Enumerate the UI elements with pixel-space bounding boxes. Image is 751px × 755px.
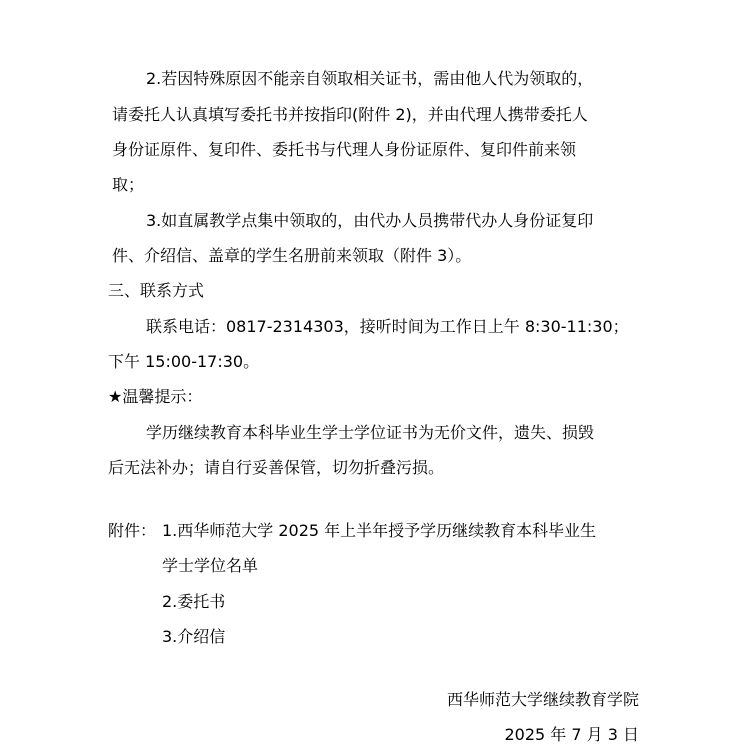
attachment-item1-line1: 1.西华师范大学 2025 年上半年授予学历继续教育本科毕业生 <box>162 521 597 540</box>
section-heading-contact: 三、联系方式 <box>108 281 205 300</box>
signature-org: 西华师范大学继续教育学院 <box>446 690 639 709</box>
tip-line1: 学历继续教育本科毕业生学士学位证书为无价文件，遗失、损毁 <box>146 423 595 442</box>
attachment-item3: 3.介绍信 <box>162 627 226 646</box>
contact-phone-line: 联系电话：0817-2314303，接听时间为工作日上午 8:30-11:30； <box>146 317 629 336</box>
attachment-item1-line2: 学士学位名单 <box>162 556 259 575</box>
item2-line1: 2.若因特殊原因不能亲自领取相关证书，需由他人代为领取的， <box>146 69 594 88</box>
item2-line4: 取； <box>112 175 145 194</box>
item3-line2: 件、介绍信、盖章的学生名册前来领取（附件 3）。 <box>112 246 472 265</box>
tip-heading: ★温馨提示： <box>108 387 203 406</box>
item2-line3: 身份证原件、复印件、委托书与代理人身份证原件、复印件前来领 <box>112 140 577 159</box>
item3-line1: 3.如直属教学点集中领取的，由代办人员携带代办人身份证复印 <box>146 211 594 230</box>
tip-line2: 后无法补办；请自行妥善保管，切勿折叠污损。 <box>108 458 445 477</box>
attachments-label: 附件： <box>108 521 157 540</box>
contact-hours-line: 下午 15:00-17:30。 <box>108 352 260 371</box>
item2-line2: 请委托人认真填写委托书并按指印(附件 2)，并由代理人携带委托人 <box>112 105 588 124</box>
signature-date: 2025 年 7 月 3 日 <box>504 725 639 744</box>
attachment-item2: 2.委托书 <box>162 592 226 611</box>
